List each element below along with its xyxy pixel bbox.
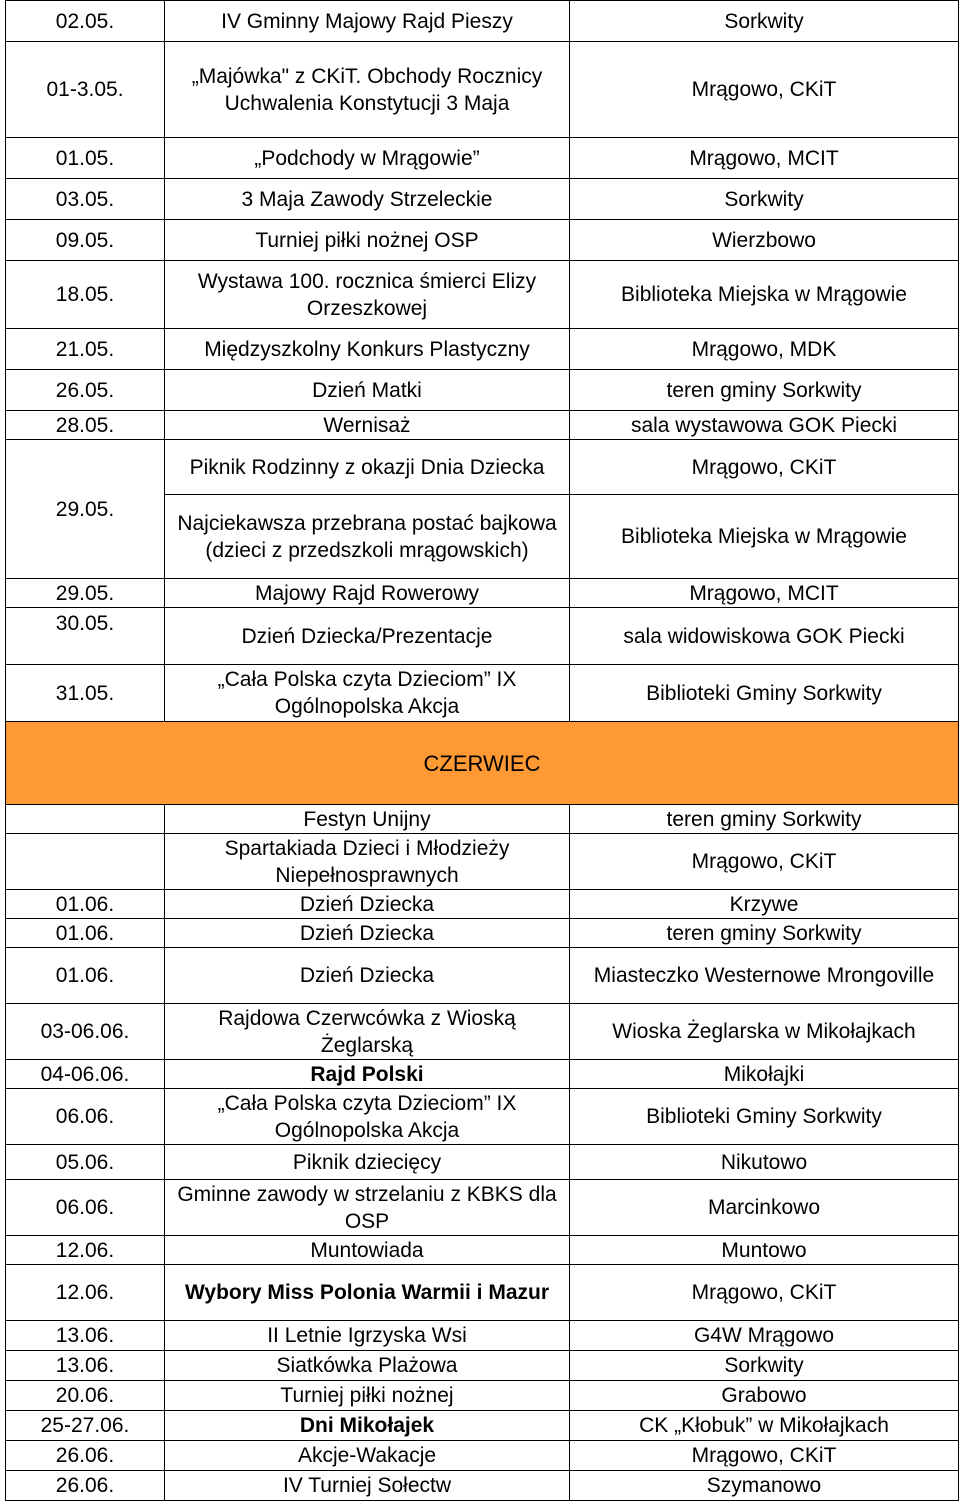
event-cell: Dzień Dziecka xyxy=(165,890,570,919)
event-cell: Rajd Polski xyxy=(165,1060,570,1089)
event-cell: Gminne zawody w strzelaniu z KBKS dla OSP xyxy=(165,1180,570,1236)
place-cell: Wierzbowo xyxy=(570,220,959,261)
event-cell: IV Gminny Majowy Rajd Pieszy xyxy=(165,1,570,42)
date-cell: 26.06. xyxy=(6,1441,165,1471)
table-row xyxy=(6,1441,959,1471)
place-cell: Mrągowo, MCIT xyxy=(570,579,959,608)
event-cell: „Cała Polska czyta Dzieciom” IX Ogólnopolska Akcja xyxy=(165,1089,570,1145)
date-cell: 06.06. xyxy=(6,1089,165,1145)
table-row xyxy=(6,805,959,834)
date-cell: 21.05. xyxy=(6,329,165,370)
date-cell: 09.05. xyxy=(6,220,165,261)
date-cell: 12.06. xyxy=(6,1265,165,1321)
event-cell: Dni Mikołajek xyxy=(165,1411,570,1441)
place-cell: sala widowiskowa GOK Piecki xyxy=(570,608,959,665)
event-cell: „Podchody w Mrągowie” xyxy=(165,138,570,179)
place-cell: teren gminy Sorkwity xyxy=(570,805,959,834)
table-row xyxy=(6,1471,959,1501)
table-row xyxy=(6,1321,959,1351)
event-cell: II Letnie Igrzyska Wsi xyxy=(165,1321,570,1351)
place-cell: Nikutowo xyxy=(570,1145,959,1180)
event-cell: Majowy Rajd Rowerowy xyxy=(165,579,570,608)
date-cell: 05.06. xyxy=(6,1145,165,1180)
event-cell: IV Turniej Sołectw xyxy=(165,1471,570,1501)
date-cell: 28.05. xyxy=(6,411,165,440)
place-cell: Sorkwity xyxy=(570,1351,959,1381)
events-table xyxy=(5,0,959,1501)
date-cell: 26.06. xyxy=(6,1471,165,1501)
date-cell: 13.06. xyxy=(6,1351,165,1381)
place-cell: Biblioteka Miejska w Mrągowie xyxy=(570,261,959,329)
may-events xyxy=(6,1,959,722)
event-cell: Piknik Rodzinny z okazji Dnia Dziecka xyxy=(165,440,570,495)
table-row xyxy=(6,722,959,805)
table-row xyxy=(6,1004,959,1060)
event-cell: Międzyszkolny Konkurs Plastyczny xyxy=(165,329,570,370)
date-cell: 31.05. xyxy=(6,665,165,722)
event-cell: Dzień Dziecka/Prezentacje xyxy=(165,608,570,665)
date-cell: 01.06. xyxy=(6,948,165,1004)
event-cell: Wystawa 100. rocznica śmierci Elizy Orzeszkowej xyxy=(165,261,570,329)
table-row xyxy=(6,1180,959,1236)
event-cell: Muntowiada xyxy=(165,1236,570,1265)
place-cell: teren gminy Sorkwity xyxy=(570,370,959,411)
place-cell: Sorkwity xyxy=(570,1,959,42)
event-cell: Turniej piłki nożnej OSP xyxy=(165,220,570,261)
table-row xyxy=(6,948,959,1004)
table-row xyxy=(6,1089,959,1145)
event-cell: Turniej piłki nożnej xyxy=(165,1381,570,1411)
table-row xyxy=(6,411,959,440)
date-cell: 01.06. xyxy=(6,919,165,948)
date-cell: 18.05. xyxy=(6,261,165,329)
table-row xyxy=(6,370,959,411)
date-cell: 29.05. xyxy=(6,579,165,608)
event-cell: Dzień Dziecka xyxy=(165,948,570,1004)
event-cell: Piknik dziecięcy xyxy=(165,1145,570,1180)
event-cell: Dzień Matki xyxy=(165,370,570,411)
place-cell: Krzywe xyxy=(570,890,959,919)
june-events xyxy=(6,805,959,1501)
place-cell: Mrągowo, CKiT xyxy=(570,834,959,890)
month-header: CZERWIEC xyxy=(6,722,959,805)
table-row xyxy=(6,1411,959,1441)
event-cell: Rajdowa Czerwcówka z Wioską Żeglarską xyxy=(165,1004,570,1060)
table-row xyxy=(6,220,959,261)
date-cell: 06.06. xyxy=(6,1180,165,1236)
event-cell: Dzień Dziecka xyxy=(165,919,570,948)
date-cell: 01.05. xyxy=(6,138,165,179)
place-cell: Marcinkowo xyxy=(570,1180,959,1236)
table-row xyxy=(6,834,959,890)
table-row xyxy=(6,440,959,495)
place-cell: sala wystawowa GOK Piecki xyxy=(570,411,959,440)
date-cell: 20.06. xyxy=(6,1381,165,1411)
date-cell xyxy=(6,805,165,834)
place-cell: Grabowo xyxy=(570,1381,959,1411)
table-row xyxy=(6,1060,959,1089)
table-row xyxy=(6,579,959,608)
table-row xyxy=(6,608,959,665)
place-cell: Szymanowo xyxy=(570,1471,959,1501)
event-cell: „Majówka" z CKiT. Obchody Rocznicy Uchwalenia Konstytucji 3 Maja xyxy=(165,42,570,138)
table-row xyxy=(6,42,959,138)
date-cell: 29.05. xyxy=(6,440,165,579)
event-cell: 3 Maja Zawody Strzeleckie xyxy=(165,179,570,220)
place-cell: Biblioteki Gminy Sorkwity xyxy=(570,665,959,722)
date-cell: 01-3.05. xyxy=(6,42,165,138)
table-row xyxy=(6,1145,959,1180)
month-header-row xyxy=(6,722,959,805)
table-row xyxy=(6,890,959,919)
place-cell: teren gminy Sorkwity xyxy=(570,919,959,948)
date-cell: 12.06. xyxy=(6,1236,165,1265)
table-row xyxy=(6,665,959,722)
table-row xyxy=(6,1381,959,1411)
place-cell: Biblioteki Gminy Sorkwity xyxy=(570,1089,959,1145)
event-cell: Najciekawsza przebrana postać bajkowa (dzieci z przedszkoli mrągowskich) xyxy=(165,495,570,579)
date-cell: 26.05. xyxy=(6,370,165,411)
date-cell: 30.05. xyxy=(6,608,165,665)
event-cell: Akcje-Wakacje xyxy=(165,1441,570,1471)
place-cell: Muntowo xyxy=(570,1236,959,1265)
place-cell: Mrągowo, CKiT xyxy=(570,440,959,495)
event-cell: Siatkówka Plażowa xyxy=(165,1351,570,1381)
event-cell: Wernisaż xyxy=(165,411,570,440)
table-row xyxy=(6,329,959,370)
table-row xyxy=(6,1236,959,1265)
place-cell: Wioska Żeglarska w Mikołajkach xyxy=(570,1004,959,1060)
event-cell: Festyn Unijny xyxy=(165,805,570,834)
place-cell: Miasteczko Westernowe Mrongoville xyxy=(570,948,959,1004)
table-row xyxy=(6,1265,959,1321)
event-cell: Wybory Miss Polonia Warmii i Mazur xyxy=(165,1265,570,1321)
event-cell: „Cała Polska czyta Dzieciom” IX Ogólnopolska Akcja xyxy=(165,665,570,722)
table-row xyxy=(6,919,959,948)
place-cell: Mrągowo, CKiT xyxy=(570,42,959,138)
place-cell: Mrągowo, MDK xyxy=(570,329,959,370)
date-cell: 13.06. xyxy=(6,1321,165,1351)
place-cell: Mikołajki xyxy=(570,1060,959,1089)
place-cell: G4W Mrągowo xyxy=(570,1321,959,1351)
place-cell: Mrągowo, MCIT xyxy=(570,138,959,179)
date-cell: 01.06. xyxy=(6,890,165,919)
table-row xyxy=(6,138,959,179)
date-cell: 04-06.06. xyxy=(6,1060,165,1089)
date-cell xyxy=(6,834,165,890)
table-row xyxy=(6,261,959,329)
table-row xyxy=(6,179,959,220)
place-cell: Mrągowo, CKiT xyxy=(570,1265,959,1321)
place-cell: Biblioteka Miejska w Mrągowie xyxy=(570,495,959,579)
place-cell: CK „Kłobuk” w Mikołajkach xyxy=(570,1411,959,1441)
table-row xyxy=(6,1351,959,1381)
place-cell: Mrągowo, CKiT xyxy=(570,1441,959,1471)
date-cell: 03-06.06. xyxy=(6,1004,165,1060)
date-cell: 25-27.06. xyxy=(6,1411,165,1441)
place-cell: Sorkwity xyxy=(570,179,959,220)
event-cell: Spartakiada Dzieci i Młodzieży Niepełnosprawnych xyxy=(165,834,570,890)
date-cell: 03.05. xyxy=(6,179,165,220)
table-row xyxy=(6,1,959,42)
date-cell: 02.05. xyxy=(6,1,165,42)
